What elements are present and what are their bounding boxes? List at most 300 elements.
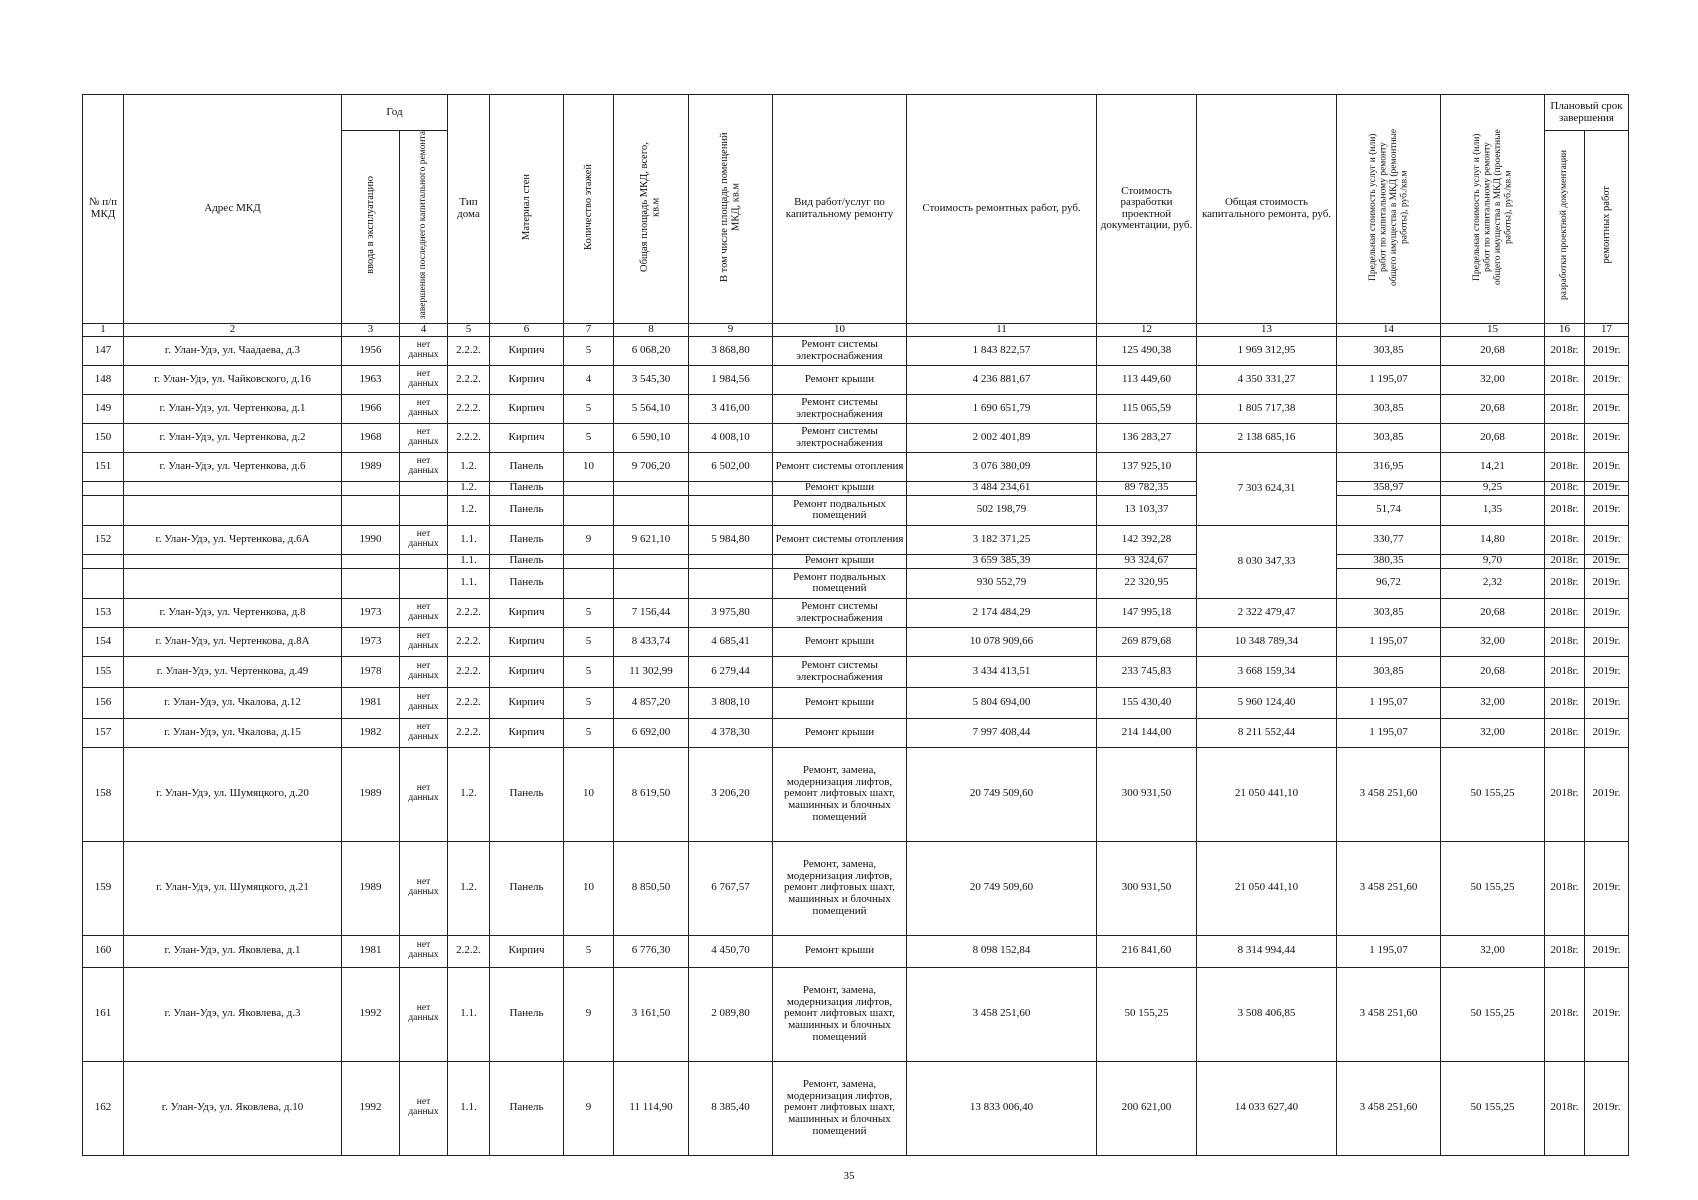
cell-num: 155 xyxy=(83,656,124,687)
cell-total-cost: 10 348 789,34 xyxy=(1197,627,1337,656)
cell-work: Ремонт системы электроснабжения xyxy=(773,656,907,687)
cell-material: Панель xyxy=(490,568,564,598)
cell-work: Ремонт крыши xyxy=(773,627,907,656)
cell-type: 1.1. xyxy=(448,967,490,1061)
cell-total-area: 8 850,50 xyxy=(614,841,689,935)
cell-repair-cost: 7 997 408,44 xyxy=(907,718,1097,747)
cell-repair-cost: 3 458 251,60 xyxy=(907,967,1097,1061)
cell-address: г. Улан-Удэ, ул. Чаадаева, д.3 xyxy=(124,336,342,365)
cell-repair-cost: 1 690 651,79 xyxy=(907,394,1097,423)
cell-year-built: 1973 xyxy=(342,627,400,656)
cell-work: Ремонт крыши xyxy=(773,935,907,967)
header-house-type: Тип дома xyxy=(448,95,490,324)
cell-d-repair: 2019г. xyxy=(1585,627,1629,656)
cell-limit-design: 1,35 xyxy=(1441,495,1545,525)
cell-num: 160 xyxy=(83,935,124,967)
cell-floors: 10 xyxy=(564,452,614,481)
cell-total-cost: 3 508 406,85 xyxy=(1197,967,1337,1061)
cell-design-cost: 93 324,67 xyxy=(1097,554,1197,568)
cell-premises-area: 6 767,57 xyxy=(689,841,773,935)
cell-design-cost: 22 320,95 xyxy=(1097,568,1197,598)
cell-d-repair: 2019г. xyxy=(1585,967,1629,1061)
cell-d-repair: 2019г. xyxy=(1585,423,1629,452)
cell-year-built: 1981 xyxy=(342,687,400,718)
cell-d-repair: 2019г. xyxy=(1585,1061,1629,1155)
cell-total-area: 9 621,10 xyxy=(614,525,689,554)
cell-premises-area: 3 975,80 xyxy=(689,598,773,627)
cell-type: 2.2.2. xyxy=(448,687,490,718)
cell-num: 151 xyxy=(83,452,124,481)
cell-limit-design: 2,32 xyxy=(1441,568,1545,598)
cell-limit-design: 20,68 xyxy=(1441,656,1545,687)
cell-limit-design: 32,00 xyxy=(1441,935,1545,967)
cell-address: г. Улан-Удэ, ул. Чертенкова, д.6 xyxy=(124,452,342,481)
cell-total-area: 6 590,10 xyxy=(614,423,689,452)
cell-floors: 9 xyxy=(564,967,614,1061)
cell-year-repair: нет данных xyxy=(400,935,448,967)
cell-address: г. Улан-Удэ, ул. Шумяцкого, д.21 xyxy=(124,841,342,935)
cell-type: 1.1. xyxy=(448,1061,490,1155)
cell-material: Панель xyxy=(490,452,564,481)
cell-limit-design: 32,00 xyxy=(1441,627,1545,656)
page-number: 35 xyxy=(843,1170,855,1182)
cell-material: Панель xyxy=(490,747,564,841)
cell-empty xyxy=(342,568,400,598)
cell-repair-cost: 20 749 509,60 xyxy=(907,747,1097,841)
cell-limit-repair: 380,35 xyxy=(1337,554,1441,568)
cell-year-repair: нет данных xyxy=(400,525,448,554)
header-deadline-repair: ремонтных работ xyxy=(1585,131,1629,324)
cell-num: 148 xyxy=(83,365,124,394)
cell-repair-cost: 502 198,79 xyxy=(907,495,1097,525)
cell-material: Кирпич xyxy=(490,336,564,365)
cell-year-repair: нет данных xyxy=(400,656,448,687)
cell-design-cost: 214 144,00 xyxy=(1097,718,1197,747)
cell-year-repair: нет данных xyxy=(400,394,448,423)
cell-limit-repair: 51,74 xyxy=(1337,495,1441,525)
cell-material: Кирпич xyxy=(490,687,564,718)
cell-type: 1.2. xyxy=(448,495,490,525)
cell-d-design: 2018г. xyxy=(1545,687,1585,718)
cell-total-area: 6 776,30 xyxy=(614,935,689,967)
cell-year-built: 1992 xyxy=(342,1061,400,1155)
cell-year-repair: нет данных xyxy=(400,841,448,935)
cell-d-repair: 2019г. xyxy=(1585,336,1629,365)
cell-total-cost: 2 138 685,16 xyxy=(1197,423,1337,452)
header-num: № п/п МКД xyxy=(83,95,124,324)
cell-material: Панель xyxy=(490,841,564,935)
cell-repair-cost: 20 749 509,60 xyxy=(907,841,1097,935)
header-floors: Количество этажей xyxy=(564,95,614,324)
cell-design-cost: 137 925,10 xyxy=(1097,452,1197,481)
cell-work: Ремонт системы электроснабжения xyxy=(773,598,907,627)
cell-num: 150 xyxy=(83,423,124,452)
cell-num: 157 xyxy=(83,718,124,747)
cell-total-area: 4 857,20 xyxy=(614,687,689,718)
cell-limit-repair: 303,85 xyxy=(1337,336,1441,365)
cell-d-repair: 2019г. xyxy=(1585,481,1629,495)
cell-num: 156 xyxy=(83,687,124,718)
cell-premises-area: 8 385,40 xyxy=(689,1061,773,1155)
table-row xyxy=(83,336,1629,365)
cell-total-area: 6 692,00 xyxy=(614,718,689,747)
cell-address: г. Улан-Удэ, ул. Чертенкова, д.8 xyxy=(124,598,342,627)
cell-repair-cost: 3 076 380,09 xyxy=(907,452,1097,481)
table-row xyxy=(83,656,1629,687)
cell-work: Ремонт крыши xyxy=(773,554,907,568)
cell-total-area: 8 619,50 xyxy=(614,747,689,841)
cell-empty xyxy=(689,554,773,568)
table-row xyxy=(83,687,1629,718)
cell-work: Ремонт системы электроснабжения xyxy=(773,394,907,423)
cell-premises-area: 4 008,10 xyxy=(689,423,773,452)
cell-address: г. Улан-Удэ, ул. Яковлева, д.10 xyxy=(124,1061,342,1155)
cell-empty xyxy=(124,495,342,525)
cell-address: г. Улан-Удэ, ул. Чертенкова, д.1 xyxy=(124,394,342,423)
cell-limit-repair: 96,72 xyxy=(1337,568,1441,598)
cell-d-design: 2018г. xyxy=(1545,967,1585,1061)
cell-limit-repair: 330,77 xyxy=(1337,525,1441,554)
cell-premises-area: 2 089,80 xyxy=(689,967,773,1061)
cell-d-repair: 2019г. xyxy=(1585,394,1629,423)
cell-d-repair: 2019г. xyxy=(1585,656,1629,687)
cell-address: г. Улан-Удэ, ул. Чертенкова, д.8А xyxy=(124,627,342,656)
cell-empty xyxy=(342,495,400,525)
cell-d-repair: 2019г. xyxy=(1585,568,1629,598)
table-row xyxy=(83,718,1629,747)
cell-total-area: 3 545,30 xyxy=(614,365,689,394)
cell-repair-cost: 8 098 152,84 xyxy=(907,935,1097,967)
cell-d-repair: 2019г. xyxy=(1585,495,1629,525)
cell-repair-cost: 930 552,79 xyxy=(907,568,1097,598)
cell-num: 158 xyxy=(83,747,124,841)
cell-total-area: 3 161,50 xyxy=(614,967,689,1061)
header-design-cost: Стоимость разработки проектной документации, руб. xyxy=(1097,95,1197,324)
cell-design-cost: 125 490,38 xyxy=(1097,336,1197,365)
cell-limit-design: 20,68 xyxy=(1441,336,1545,365)
cell-empty xyxy=(614,554,689,568)
cell-material: Панель xyxy=(490,967,564,1061)
cell-year-built: 1989 xyxy=(342,747,400,841)
cell-floors: 5 xyxy=(564,935,614,967)
header-wall-material: Материал стен xyxy=(490,95,564,324)
cell-material: Панель xyxy=(490,481,564,495)
cell-premises-area: 6 279,44 xyxy=(689,656,773,687)
header-limit-repair: Предельная стоимость услуг и (или) работ по капитальному ремонту общего имущества в МКД (ремонтные работы), руб./кв.м xyxy=(1337,95,1441,324)
cell-design-cost: 115 065,59 xyxy=(1097,394,1197,423)
cell-year-repair: нет данных xyxy=(400,687,448,718)
cell-work: Ремонт подвальных помещений xyxy=(773,568,907,598)
header-total-cost: Общая стоимость капитального ремонта, руб. xyxy=(1197,95,1337,324)
table-row xyxy=(83,452,1629,481)
cell-year-built: 1981 xyxy=(342,935,400,967)
cell-limit-design: 50 155,25 xyxy=(1441,841,1545,935)
header-year-built: ввода в эксплуатацию xyxy=(342,131,400,324)
cell-limit-design: 50 155,25 xyxy=(1441,1061,1545,1155)
table-row xyxy=(83,1061,1629,1155)
cell-limit-design: 32,00 xyxy=(1441,718,1545,747)
cell-work: Ремонт системы электроснабжения xyxy=(773,336,907,365)
cell-design-cost: 155 430,40 xyxy=(1097,687,1197,718)
cell-repair-cost: 2 174 484,29 xyxy=(907,598,1097,627)
cell-address: г. Улан-Удэ, ул. Шумяцкого, д.20 xyxy=(124,747,342,841)
cell-num: 152 xyxy=(83,525,124,554)
cell-total-cost: 3 668 159,34 xyxy=(1197,656,1337,687)
cell-repair-cost: 3 659 385,39 xyxy=(907,554,1097,568)
cell-limit-design: 20,68 xyxy=(1441,423,1545,452)
cell-type: 1.1. xyxy=(448,554,490,568)
cell-limit-repair: 316,95 xyxy=(1337,452,1441,481)
cell-empty xyxy=(564,568,614,598)
cell-type: 2.2.2. xyxy=(448,935,490,967)
cell-year-repair: нет данных xyxy=(400,1061,448,1155)
cell-limit-repair: 3 458 251,60 xyxy=(1337,1061,1441,1155)
cell-total-cost: 4 350 331,27 xyxy=(1197,365,1337,394)
table-row xyxy=(83,627,1629,656)
cell-empty xyxy=(564,495,614,525)
header-deadline-design: разработки проектной документации xyxy=(1545,131,1585,324)
cell-year-built: 1982 xyxy=(342,718,400,747)
cell-d-repair: 2019г. xyxy=(1585,747,1629,841)
cell-work: Ремонт, замена, модернизация лифтов, ремонт лифтовых шахт, машинных и блочных помещений xyxy=(773,747,907,841)
cell-floors: 5 xyxy=(564,336,614,365)
cell-d-design: 2018г. xyxy=(1545,718,1585,747)
cell-year-built: 1973 xyxy=(342,598,400,627)
cell-d-repair: 2019г. xyxy=(1585,687,1629,718)
cell-total-cost: 7 303 624,31 xyxy=(1197,452,1337,525)
cell-premises-area: 3 206,20 xyxy=(689,747,773,841)
cell-address: г. Улан-Удэ, ул. Чайковского, д.16 xyxy=(124,365,342,394)
cell-d-repair: 2019г. xyxy=(1585,718,1629,747)
cell-floors: 5 xyxy=(564,687,614,718)
cell-material: Панель xyxy=(490,554,564,568)
cell-floors: 5 xyxy=(564,627,614,656)
cell-empty xyxy=(124,554,342,568)
cell-type: 1.2. xyxy=(448,841,490,935)
cell-empty xyxy=(614,481,689,495)
cell-d-repair: 2019г. xyxy=(1585,598,1629,627)
cell-year-built: 1956 xyxy=(342,336,400,365)
cell-work: Ремонт системы отопления xyxy=(773,452,907,481)
cell-year-repair: нет данных xyxy=(400,452,448,481)
cell-total-area: 11 302,99 xyxy=(614,656,689,687)
cell-d-design: 2018г. xyxy=(1545,495,1585,525)
cell-work: Ремонт, замена, модернизация лифтов, ремонт лифтовых шахт, машинных и блочных помещений xyxy=(773,841,907,935)
cell-floors: 9 xyxy=(564,1061,614,1155)
cell-address: г. Улан-Удэ, ул. Чкалова, д.12 xyxy=(124,687,342,718)
cell-year-repair: нет данных xyxy=(400,627,448,656)
cell-floors: 5 xyxy=(564,394,614,423)
cell-empty xyxy=(614,495,689,525)
cell-type: 1.2. xyxy=(448,481,490,495)
cell-d-repair: 2019г. xyxy=(1585,525,1629,554)
cell-empty xyxy=(400,554,448,568)
cell-premises-area: 4 378,30 xyxy=(689,718,773,747)
cell-address: г. Улан-Удэ, ул. Чертенкова, д.49 xyxy=(124,656,342,687)
cell-limit-repair: 1 195,07 xyxy=(1337,627,1441,656)
cell-material: Кирпич xyxy=(490,423,564,452)
cell-premises-area: 1 984,56 xyxy=(689,365,773,394)
cell-repair-cost: 5 804 694,00 xyxy=(907,687,1097,718)
cell-year-built: 1990 xyxy=(342,525,400,554)
cell-design-cost: 216 841,60 xyxy=(1097,935,1197,967)
cell-material: Панель xyxy=(490,495,564,525)
cell-d-repair: 2019г. xyxy=(1585,935,1629,967)
cell-limit-design: 32,00 xyxy=(1441,365,1545,394)
cell-year-built: 1992 xyxy=(342,967,400,1061)
cell-repair-cost: 2 002 401,89 xyxy=(907,423,1097,452)
cell-design-cost: 50 155,25 xyxy=(1097,967,1197,1061)
cell-type: 1.1. xyxy=(448,525,490,554)
cell-floors: 5 xyxy=(564,598,614,627)
cell-material: Кирпич xyxy=(490,365,564,394)
cell-empty xyxy=(342,554,400,568)
cell-limit-repair: 3 458 251,60 xyxy=(1337,967,1441,1061)
cell-d-design: 2018г. xyxy=(1545,935,1585,967)
cell-material: Кирпич xyxy=(490,394,564,423)
cell-d-design: 2018г. xyxy=(1545,525,1585,554)
cell-address: г. Улан-Удэ, ул. Яковлева, д.3 xyxy=(124,967,342,1061)
cell-limit-repair: 3 458 251,60 xyxy=(1337,841,1441,935)
cell-design-cost: 233 745,83 xyxy=(1097,656,1197,687)
cell-premises-area: 4 450,70 xyxy=(689,935,773,967)
cell-floors: 5 xyxy=(564,423,614,452)
cell-total-cost: 1 805 717,38 xyxy=(1197,394,1337,423)
cell-design-cost: 89 782,35 xyxy=(1097,481,1197,495)
cell-year-repair: нет данных xyxy=(400,718,448,747)
cell-design-cost: 147 995,18 xyxy=(1097,598,1197,627)
cell-repair-cost: 3 434 413,51 xyxy=(907,656,1097,687)
cell-num: 149 xyxy=(83,394,124,423)
cell-d-design: 2018г. xyxy=(1545,423,1585,452)
cell-total-cost: 1 969 312,95 xyxy=(1197,336,1337,365)
cell-work: Ремонт крыши xyxy=(773,687,907,718)
header-repair-cost: Стоимость ремонтных работ, руб. xyxy=(907,95,1097,324)
cell-work: Ремонт крыши xyxy=(773,365,907,394)
cell-type: 1.2. xyxy=(448,747,490,841)
cell-premises-area: 3 868,80 xyxy=(689,336,773,365)
cell-material: Кирпич xyxy=(490,718,564,747)
cell-d-design: 2018г. xyxy=(1545,336,1585,365)
cell-premises-area: 5 984,80 xyxy=(689,525,773,554)
table-row xyxy=(83,525,1629,554)
table-row xyxy=(83,598,1629,627)
cell-design-cost: 136 283,27 xyxy=(1097,423,1197,452)
header-premises-area: В том числе площадь помещений МКД, кв.м xyxy=(689,95,773,324)
table-row xyxy=(83,423,1629,452)
cell-empty xyxy=(124,481,342,495)
cell-address: г. Улан-Удэ, ул. Яковлева, д.1 xyxy=(124,935,342,967)
cell-limit-repair: 303,85 xyxy=(1337,598,1441,627)
cell-limit-design: 20,68 xyxy=(1441,598,1545,627)
cell-type: 2.2.2. xyxy=(448,627,490,656)
cell-work: Ремонт крыши xyxy=(773,481,907,495)
cell-d-repair: 2019г. xyxy=(1585,452,1629,481)
cell-type: 2.2.2. xyxy=(448,598,490,627)
table-row xyxy=(83,394,1629,423)
cell-num: 154 xyxy=(83,627,124,656)
cell-year-repair: нет данных xyxy=(400,365,448,394)
cell-limit-repair: 358,97 xyxy=(1337,481,1441,495)
header-year-group: Год xyxy=(342,95,448,131)
cell-design-cost: 142 392,28 xyxy=(1097,525,1197,554)
cell-address: г. Улан-Удэ, ул. Чертенкова, д.6А xyxy=(124,525,342,554)
cell-material: Кирпич xyxy=(490,656,564,687)
header-limit-design: Предельная стоимость услуг и (или) работ по капитальному ремонту общего имущества в МКД (проектные работы), руб./кв.м xyxy=(1441,95,1545,324)
cell-year-built: 1978 xyxy=(342,656,400,687)
cell-total-area: 6 068,20 xyxy=(614,336,689,365)
cell-floors: 10 xyxy=(564,747,614,841)
cell-empty xyxy=(400,481,448,495)
cell-type: 2.2.2. xyxy=(448,394,490,423)
table-subrow xyxy=(83,554,1629,568)
cell-limit-design: 20,68 xyxy=(1441,394,1545,423)
cell-type: 1.1. xyxy=(448,568,490,598)
cell-work: Ремонт, замена, модернизация лифтов, ремонт лифтовых шахт, машинных и блочных помещений xyxy=(773,1061,907,1155)
cell-limit-design: 14,21 xyxy=(1441,452,1545,481)
cell-type: 2.2.2. xyxy=(448,365,490,394)
cell-year-built: 1966 xyxy=(342,394,400,423)
cell-floors: 4 xyxy=(564,365,614,394)
cell-total-cost: 8 314 994,44 xyxy=(1197,935,1337,967)
cell-limit-design: 14,80 xyxy=(1441,525,1545,554)
cell-d-design: 2018г. xyxy=(1545,481,1585,495)
cell-year-built: 1968 xyxy=(342,423,400,452)
cell-type: 1.2. xyxy=(448,452,490,481)
cell-total-area: 11 114,90 xyxy=(614,1061,689,1155)
cell-year-repair: нет данных xyxy=(400,336,448,365)
table-subrow xyxy=(83,481,1629,495)
cell-empty xyxy=(124,568,342,598)
cell-year-built: 1989 xyxy=(342,452,400,481)
cell-address: г. Улан-Удэ, ул. Чкалова, д.15 xyxy=(124,718,342,747)
cell-empty xyxy=(689,481,773,495)
table-row xyxy=(83,935,1629,967)
cell-repair-cost: 1 843 822,57 xyxy=(907,336,1097,365)
cell-repair-cost: 13 833 006,40 xyxy=(907,1061,1097,1155)
cell-premises-area: 4 685,41 xyxy=(689,627,773,656)
cell-d-design: 2018г. xyxy=(1545,841,1585,935)
cell-limit-design: 50 155,25 xyxy=(1441,967,1545,1061)
cell-total-cost: 8 211 552,44 xyxy=(1197,718,1337,747)
cell-limit-repair: 1 195,07 xyxy=(1337,935,1441,967)
table-row xyxy=(83,365,1629,394)
cell-material: Кирпич xyxy=(490,598,564,627)
cell-limit-repair: 303,85 xyxy=(1337,423,1441,452)
cell-premises-area: 3 416,00 xyxy=(689,394,773,423)
cell-design-cost: 300 931,50 xyxy=(1097,841,1197,935)
cell-limit-repair: 1 195,07 xyxy=(1337,718,1441,747)
cell-floors: 5 xyxy=(564,718,614,747)
cell-year-repair: нет данных xyxy=(400,747,448,841)
cell-premises-area: 6 502,00 xyxy=(689,452,773,481)
cell-repair-cost: 4 236 881,67 xyxy=(907,365,1097,394)
cell-d-design: 2018г. xyxy=(1545,568,1585,598)
cell-limit-repair: 303,85 xyxy=(1337,394,1441,423)
cell-limit-design: 9,25 xyxy=(1441,481,1545,495)
cell-empty xyxy=(83,554,124,568)
cell-d-design: 2018г. xyxy=(1545,452,1585,481)
cell-design-cost: 300 931,50 xyxy=(1097,747,1197,841)
cell-d-design: 2018г. xyxy=(1545,1061,1585,1155)
cell-floors: 9 xyxy=(564,525,614,554)
cell-total-cost: 5 960 124,40 xyxy=(1197,687,1337,718)
cell-empty xyxy=(689,568,773,598)
cell-d-design: 2018г. xyxy=(1545,554,1585,568)
column-number-row: 1 2 3 4 5 6 7 8 9 10 11 12 13 14 15 16 17 xyxy=(83,323,1629,336)
cell-work: Ремонт системы отопления xyxy=(773,525,907,554)
cell-total-cost: 2 322 479,47 xyxy=(1197,598,1337,627)
